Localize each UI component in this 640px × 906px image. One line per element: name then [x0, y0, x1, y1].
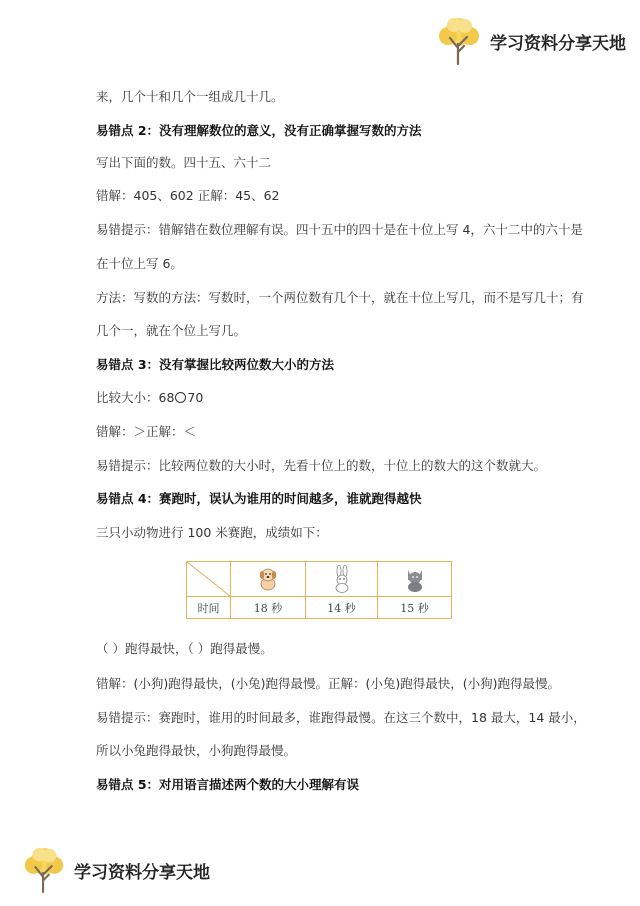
- rabbit-cell: [306, 562, 377, 596]
- text-line: 在十位上写 6。: [96, 256, 183, 271]
- text-line: 易错提示：比较两位数的大小时，先看十位上的数，十位上的数大的这个数就大。: [96, 458, 547, 473]
- rabbit-icon: [331, 565, 353, 593]
- time-cat: 15 秒: [400, 601, 429, 615]
- text-line: 易错提示：错解错在数位理解有误。四十五中的四十是在十位上写 4，六十二中的六十是: [96, 222, 583, 237]
- diagonal-header: [187, 562, 230, 596]
- section-heading: 易错点 5：对用语言描述两个数的大小理解有误: [96, 777, 360, 792]
- cat-cell: [378, 562, 451, 596]
- compare-right: 70: [187, 390, 204, 405]
- section-heading: 易错点 4：赛跑时，误认为谁用的时间越多，谁就跑得越快: [96, 491, 422, 506]
- compare-left: 比较大小：68: [96, 390, 175, 405]
- text-line: 错解：(小狗)跑得最快，(小兔)跑得最慢。正解：(小兔)跑得最快，(小狗)跑得最慢。: [96, 676, 561, 691]
- header-logo: [436, 16, 626, 66]
- text-line: 错解：405、602 正解：45、62: [96, 188, 280, 203]
- text-line: 来，几个十和几个一组成几十几。: [96, 89, 284, 104]
- brand-name: 学习资料分享天地: [74, 862, 210, 883]
- circle-blank-icon: [175, 392, 186, 403]
- text-line: （ ）跑得最快，（ ）跑得最慢。: [96, 641, 273, 656]
- text-line: 所以小兔跑得最快，小狗跑得最慢。: [96, 743, 297, 758]
- time-dog: 18 秒: [253, 601, 283, 615]
- footer-logo: [22, 846, 210, 894]
- dog-icon: [256, 566, 280, 592]
- tree-logo-icon: [436, 16, 482, 66]
- dog-cell: [231, 562, 305, 596]
- text-line: 三只小动物进行 100 米赛跑，成绩如下：: [96, 525, 328, 540]
- time-rabbit: 14 秒: [327, 601, 356, 615]
- brand-name: 学习资料分享天地: [490, 33, 626, 54]
- text-line: 写出下面的数。四十五、六十二: [96, 155, 272, 170]
- cat-icon: [403, 566, 427, 592]
- compare-line: [96, 390, 203, 406]
- text-line: 错解：＞正解：＜: [96, 424, 197, 439]
- tree-logo-icon: [22, 846, 66, 894]
- section-heading: 易错点 3：没有掌握比较两位数大小的方法: [96, 357, 335, 372]
- text-line: 几个一，就在个位上写几。: [96, 323, 247, 338]
- time-label: 时间: [197, 601, 220, 615]
- section-heading: 易错点 2：没有理解数位的意义，没有正确掌握写数的方法: [96, 123, 422, 138]
- text-line: 方法：写数的方法：写数时，一个两位数有几个十，就在十位上写几，而不是写几十；有: [96, 290, 584, 305]
- race-table: [186, 561, 452, 619]
- text-line: 易错提示：赛跑时，谁用的时间最多，谁跑得最慢。在这三个数中，18 最大，14 最小，: [96, 710, 586, 725]
